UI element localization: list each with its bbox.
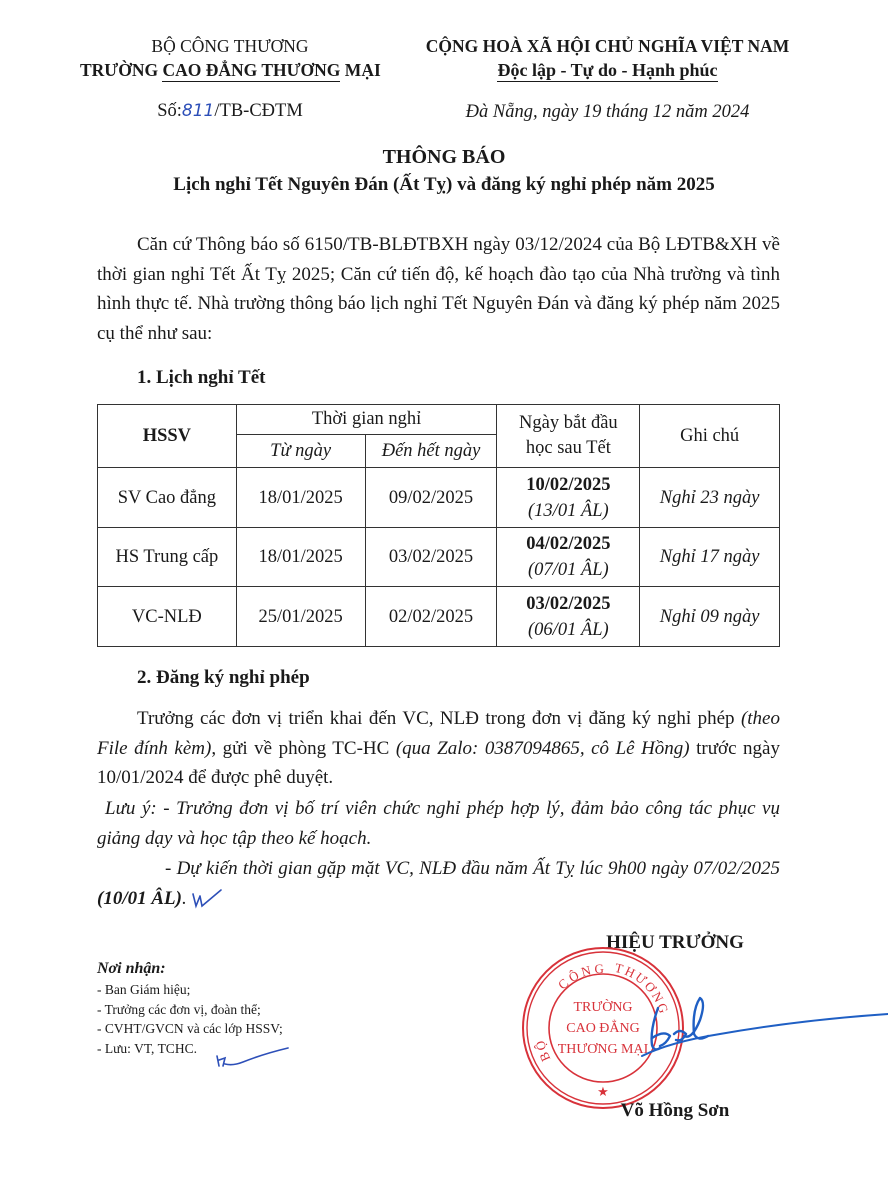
handwritten-signature xyxy=(640,990,888,1060)
note-1 xyxy=(97,794,780,853)
place-and-date: Đà Nẵng, ngày 19 tháng 12 năm 2024 xyxy=(465,102,750,122)
cell-group: VC-NLĐ xyxy=(98,587,237,647)
header-hssv: HSSV xyxy=(98,405,237,468)
section1-heading: 1. Lịch nghỉ Tết xyxy=(137,367,266,388)
motto: Độc lập - Tự do - Hạnh phúc xyxy=(497,60,718,80)
note-2 xyxy=(97,854,780,913)
intro-paragraph: Căn cứ Thông báo số 6150/TB-BLĐTBXH ngày 03/12/2024 của Bộ LĐTB&XH về thời gian nghỉ Tết Ất Tỵ 2025; Căn cứ tiến độ, kế hoạch đào tạo của Nhà trường và tình hình thực tế. Nhà trường thông báo lịch nghỉ Tết Nguyên Đán và đăng ký phép năm 2025 cụ thể như sau: xyxy=(97,234,780,344)
note-1-text: - Trưởng đơn vị bố trí viên chức nghỉ phép hợp lý, đảm bảo công tác phục vụ giảng dạy và học tập theo kế hoạch. xyxy=(97,798,780,849)
header-to: Đến hết ngày xyxy=(365,435,497,468)
document-number-handwritten: 811 xyxy=(181,101,215,121)
school-name-underlined: CAO ĐẲNG THƯƠNG xyxy=(162,60,341,80)
cell-note: Nghỉ 17 ngày xyxy=(640,528,780,587)
recipient-item: - Trưởng các đơn vị, đoàn thể; xyxy=(97,1001,261,1017)
table-row xyxy=(98,587,780,647)
section2-heading: 2. Đăng ký nghỉ phép xyxy=(137,667,310,688)
seal-ring-left: BỘ xyxy=(531,1037,554,1064)
cell-to: 02/02/2025 xyxy=(365,587,497,647)
initials-mark-icon xyxy=(213,1044,293,1074)
cell-resume-lunar: (07/01 ÂL) xyxy=(528,560,609,580)
note-2-lunar-date: (10/01 ÂL) xyxy=(97,887,182,909)
cell-resume-date: 03/02/2025 xyxy=(526,593,611,614)
cell-resume-lunar: (06/01 ÂL) xyxy=(528,619,609,640)
document-subtitle: Lịch nghỉ Tết Nguyên Đán (Ất Tỵ) và đăng ký nghỉ phép năm 2025 xyxy=(173,174,715,195)
cell-from: 18/01/2025 xyxy=(236,528,365,587)
header-note: Ghi chú xyxy=(640,405,780,468)
table-row xyxy=(98,468,780,528)
note-2-end: . xyxy=(181,887,187,909)
country-name: CỘNG HOÀ XÃ HỘI CHỦ NGHĨA VIỆT NAM xyxy=(425,36,790,56)
cell-group: SV Cao đẳng xyxy=(98,468,237,528)
seal-ring-right: THƯƠNG xyxy=(613,959,673,1017)
recipient-item: - Lưu: VT, TCHC. xyxy=(97,1040,197,1056)
header-resume-line2: học sau Tết xyxy=(525,438,611,458)
initials-mark-icon xyxy=(187,888,227,910)
cell-resume xyxy=(497,468,640,528)
cell-note: Nghỉ 23 ngày xyxy=(640,468,780,528)
school-name-prefix: TRƯỜNG xyxy=(80,60,163,80)
recipients-title: Nơi nhận: xyxy=(97,960,166,977)
p1-attachment-note: (theo File đính kèm) xyxy=(97,708,780,759)
header-from: Từ ngày xyxy=(236,435,365,468)
p1-text-e: trước ngày 10/01/2024 để được phê duyệt. xyxy=(97,737,780,788)
recipient-item: - Ban Giám hiệu; xyxy=(97,982,191,997)
motto-wrap xyxy=(405,58,810,82)
p1-zalo-contact: (qua Zalo: 0387094865, cô Lê Hồng) xyxy=(395,737,690,759)
cell-resume xyxy=(497,528,640,587)
cell-resume-lunar: (13/01 ÂL) xyxy=(528,500,609,521)
seal-line-1: TRƯỜNG xyxy=(573,1000,633,1015)
table-header-row xyxy=(98,405,780,435)
signer-title: HIỆU TRƯỞNG xyxy=(606,932,744,953)
cell-resume-date: 10/02/2025 xyxy=(526,474,611,495)
p1-text-a: Trưởng các đơn vị triển khai đến VC, NLĐ trong đơn vị đăng ký nghỉ phép xyxy=(137,708,741,729)
table-row xyxy=(98,528,780,587)
header-period: Thời gian nghỉ xyxy=(236,405,497,435)
header-resume-line1: Ngày bắt đầu xyxy=(519,413,618,433)
cell-resume xyxy=(497,587,640,647)
school-name-suffix: MẠI xyxy=(340,60,381,80)
cell-to: 09/02/2025 xyxy=(365,468,497,528)
cell-from: 25/01/2025 xyxy=(236,587,365,647)
national-header-block xyxy=(405,34,810,82)
recipients-block xyxy=(97,958,283,1058)
document-title: THÔNG BÁO xyxy=(382,146,506,168)
cell-group: HS Trung cấp xyxy=(98,528,237,587)
recipient-item: - CVHT/GVCN và các lớp HSSV; xyxy=(97,1021,283,1036)
cell-to: 03/02/2025 xyxy=(365,528,497,587)
school-name xyxy=(80,58,380,82)
seal-line-3: THƯƠNG MẠI xyxy=(557,1042,649,1057)
p1-text-c: , gửi về phòng TC-HC xyxy=(211,737,396,759)
note-2-text: - Dự kiến thời gian gặp mặt VC, NLĐ đầu năm Ất Tỵ lúc 9h00 ngày 07/02/2025 xyxy=(165,858,780,879)
issuing-agency-block xyxy=(80,34,380,82)
document-number xyxy=(80,101,380,122)
header-resume xyxy=(497,405,640,468)
ministry-name: BỘ CÔNG THƯƠNG xyxy=(151,36,309,56)
cell-from: 18/01/2025 xyxy=(236,468,365,528)
tet-schedule-table xyxy=(97,404,780,647)
cell-resume-date: 04/02/2025 xyxy=(526,534,611,554)
seal-line-2: CAO ĐẲNG xyxy=(566,1021,640,1036)
document-number-suffix: /TB-CĐTM xyxy=(214,101,303,121)
seal-star-icon: ★ xyxy=(597,1084,609,1099)
cell-note: Nghỉ 09 ngày xyxy=(640,587,780,647)
note-label: Lưu ý: xyxy=(105,798,157,819)
signer-name: Võ Hồng Sơn xyxy=(620,1100,730,1121)
document-number-label: Số: xyxy=(157,101,182,121)
seal-ring-top: CÔNG xyxy=(554,960,608,993)
leave-registration-paragraph xyxy=(97,704,780,793)
